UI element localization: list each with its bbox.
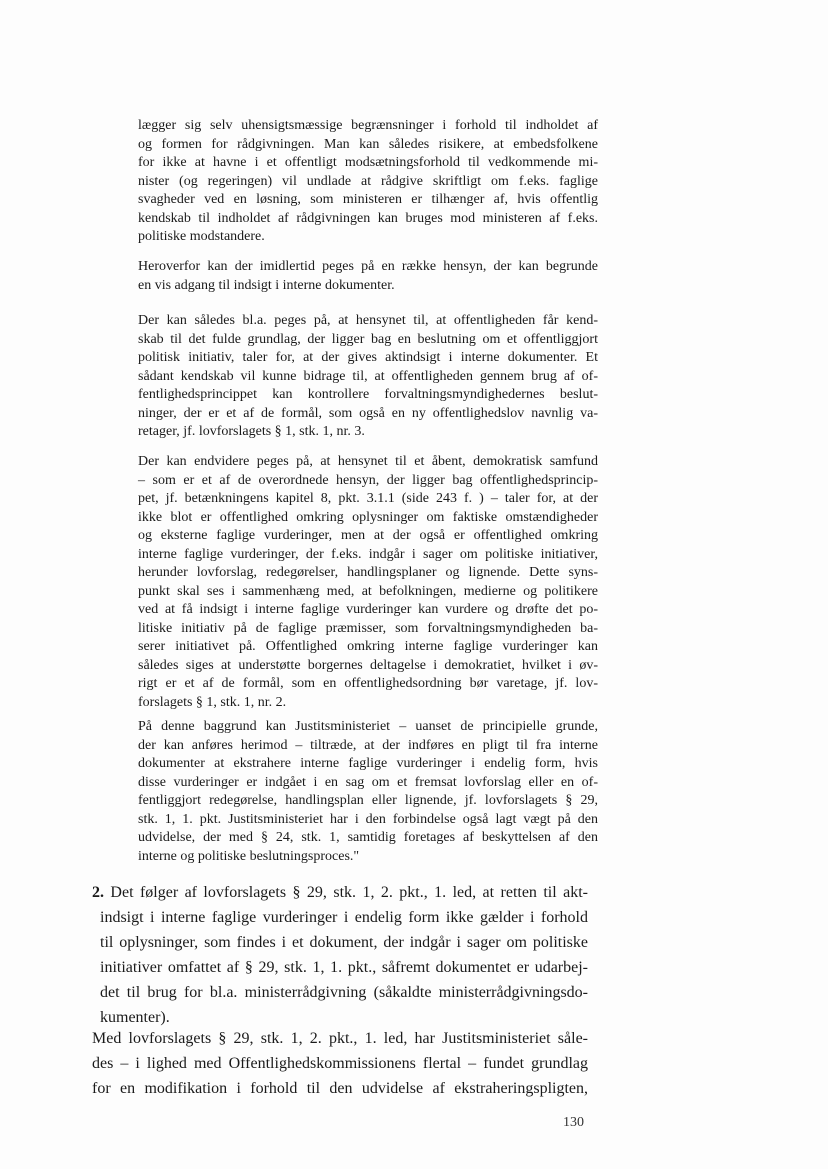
quote-paragraph-1: [138, 117, 598, 247]
text-line: politiske modstandere.: [138, 229, 265, 244]
quote-paragraph-4: [138, 453, 598, 712]
text-line: politisk initiativ, taler for, at der gives aktindsigt i interne dokumenter. Et: [138, 350, 598, 365]
text-line: ninger, der er et af de formål, som også en ny offentlighedslov navnlig va-: [138, 405, 598, 421]
body-paragraph-1: [92, 880, 588, 1030]
text-line: På denne baggrund kan Justitsministeriet – uanset de principielle grunde,: [138, 719, 598, 734]
page-number: 130: [563, 1115, 584, 1130]
text-line: for ikke at havne i et offentligt modsætningsforhold til vedkommende mi-: [138, 155, 598, 170]
text-line: disse vurderinger er indgået i en sag om et fremsat lovforslag eller en of-: [138, 774, 598, 790]
text-line: Med lovforslagets § 29, stk. 1, 2. pkt., 1. led, har Justitsministeriet såle-: [92, 1030, 588, 1047]
quote-paragraph-2: [138, 258, 598, 295]
text-line: lægger sig selv uhensigtsmæssige begrænsninger i forhold til indholdet af: [138, 118, 598, 133]
text-line: fentliggjort redegørelse, handlingsplan eller lignende, jf. lovforslagets § 29,: [138, 793, 598, 808]
text-line: Der kan således bl.a. peges på, at hensynet til, at offentligheden får kend-: [138, 313, 598, 328]
text-line: litiske initiativ på de faglige præmisser, som forvaltningsmyndigheden ba-: [138, 620, 598, 636]
text-line: fentlighedsprincippet kan kontrollere forvaltningsmyndighedernes beslut-: [138, 387, 598, 402]
text-line: der kan anføres herimod – tiltræde, at der indføres en pligt til fra interne: [138, 737, 598, 753]
text-line: herunder lovforslag, redegørelser, handlingsplaner og lignende. Dette syns-: [138, 565, 598, 580]
text-line: pet, jf. betænkningens kapitel 8, pkt. 3.1.1 (side 243 f. ) – taler for, at der: [138, 491, 598, 506]
text-line: interne faglige vurderinger, der f.eks. indgår i sager om politiske initiativer,: [138, 546, 598, 562]
text-line: forslagets § 1, stk. 1, nr. 2.: [138, 694, 287, 710]
text-line-content: Det følger af lovforslagets § 29, stk. 1, 2. pkt., 1. led, at retten til akt-: [104, 884, 588, 901]
text-line: des – i lighed med Offentlighedskommissionens flertal – fundet grundlag: [92, 1055, 588, 1072]
text-line: en vis adgang til indsigt i interne dokumenter.: [138, 277, 395, 293]
text-line: sådant kendskab vil kunne bidrage til, at offentligheden gennem brug af of-: [138, 368, 598, 384]
paragraph-number: 2.: [92, 884, 104, 901]
text-line: således siges at understøtte borgernes deltagelse i demokratiet, hvilket i øv-: [138, 657, 598, 673]
text-line: Heroverfor kan der imidlertid peges på en række hensyn, der kan begrunde: [138, 259, 598, 274]
text-line: ved at få indsigt i interne faglige vurderinger kan vurdere og drøfte det po-: [138, 602, 598, 617]
text-line: udvidelse, der med § 24, stk. 1, samtidig foretages af beskyttelsen af den: [138, 830, 598, 845]
text-line: nister (og regeringen) vil undlade at rådgive skriftligt om f.eks. faglige: [138, 173, 598, 189]
text-line: for en modifikation i forhold til den udvidelse af ekstraheringspligten,: [92, 1080, 588, 1097]
text-line: indsigt i interne faglige vurderinger i endelig form ikke gælder i forhold: [100, 909, 588, 926]
text-line: kendskab til indholdet af rådgivningen kan bruges mod ministeren af f.eks.: [138, 210, 598, 226]
text-line: retager, jf. lovforslagets § 1, stk. 1, nr. 3.: [138, 424, 365, 439]
text-line: stk. 1, 1. pkt. Justitsministeriet har i den forbindelse også lagt vægt på den: [138, 811, 598, 827]
quote-paragraph-3: [138, 312, 598, 442]
text-line: og formen for rådgivningen. Man kan således risikere, at embedsfolkene: [138, 136, 598, 152]
body-paragraph-2: [92, 1026, 588, 1101]
text-line: serer initiativet på. Offentlighed omkring interne faglige vurderinger kan: [138, 639, 598, 654]
text-line: ikke blot er offentlighed omkring oplysninger om faktiske omstændigheder: [138, 509, 598, 525]
text-line: punkt skal ses i sammenhæng med, at befolkningen, medierne og politikere: [138, 583, 598, 599]
text-line: rigt er et af de formål, som en offentlighedsordning bør varetage, jf. lov-: [138, 676, 598, 691]
text-line: det til brug for bl.a. ministerrådgivning (såkaldte ministerrådgivningsdo-: [100, 984, 588, 1001]
text-line: – som er et af de overordnede hensyn, der ligger bag offentlighedsprincip-: [138, 472, 598, 488]
text-line: og eksterne faglige vurderinger, men at der også er offentlighed omkring: [138, 528, 598, 543]
text-line: kumenter).: [100, 1009, 170, 1026]
text-line: til oplysninger, som findes i et dokument, der indgår i sager om politiske: [100, 934, 588, 951]
text-line: [92, 880, 588, 905]
text-line: Der kan endvidere peges på, at hensynet til et åbent, demokratisk samfund: [138, 454, 598, 469]
text-line: interne og politiske beslutningsproces.": [138, 848, 360, 864]
text-line: initiativer omfattet af § 29, stk. 1, 1. pkt., såfremt dokumentet er udarbej-: [100, 959, 588, 976]
text-line: skab til det fulde grundlag, der ligger bag en beslutning om et offentliggjort: [138, 331, 598, 347]
text-line: dokumenter at ekstrahere interne faglige vurderinger i endelig form, hvis: [138, 756, 598, 771]
quote-paragraph-5: [138, 718, 598, 866]
text-line: svagheder ved en løsning, som ministeren er tilhænger af, hvis offentlig: [138, 192, 598, 207]
